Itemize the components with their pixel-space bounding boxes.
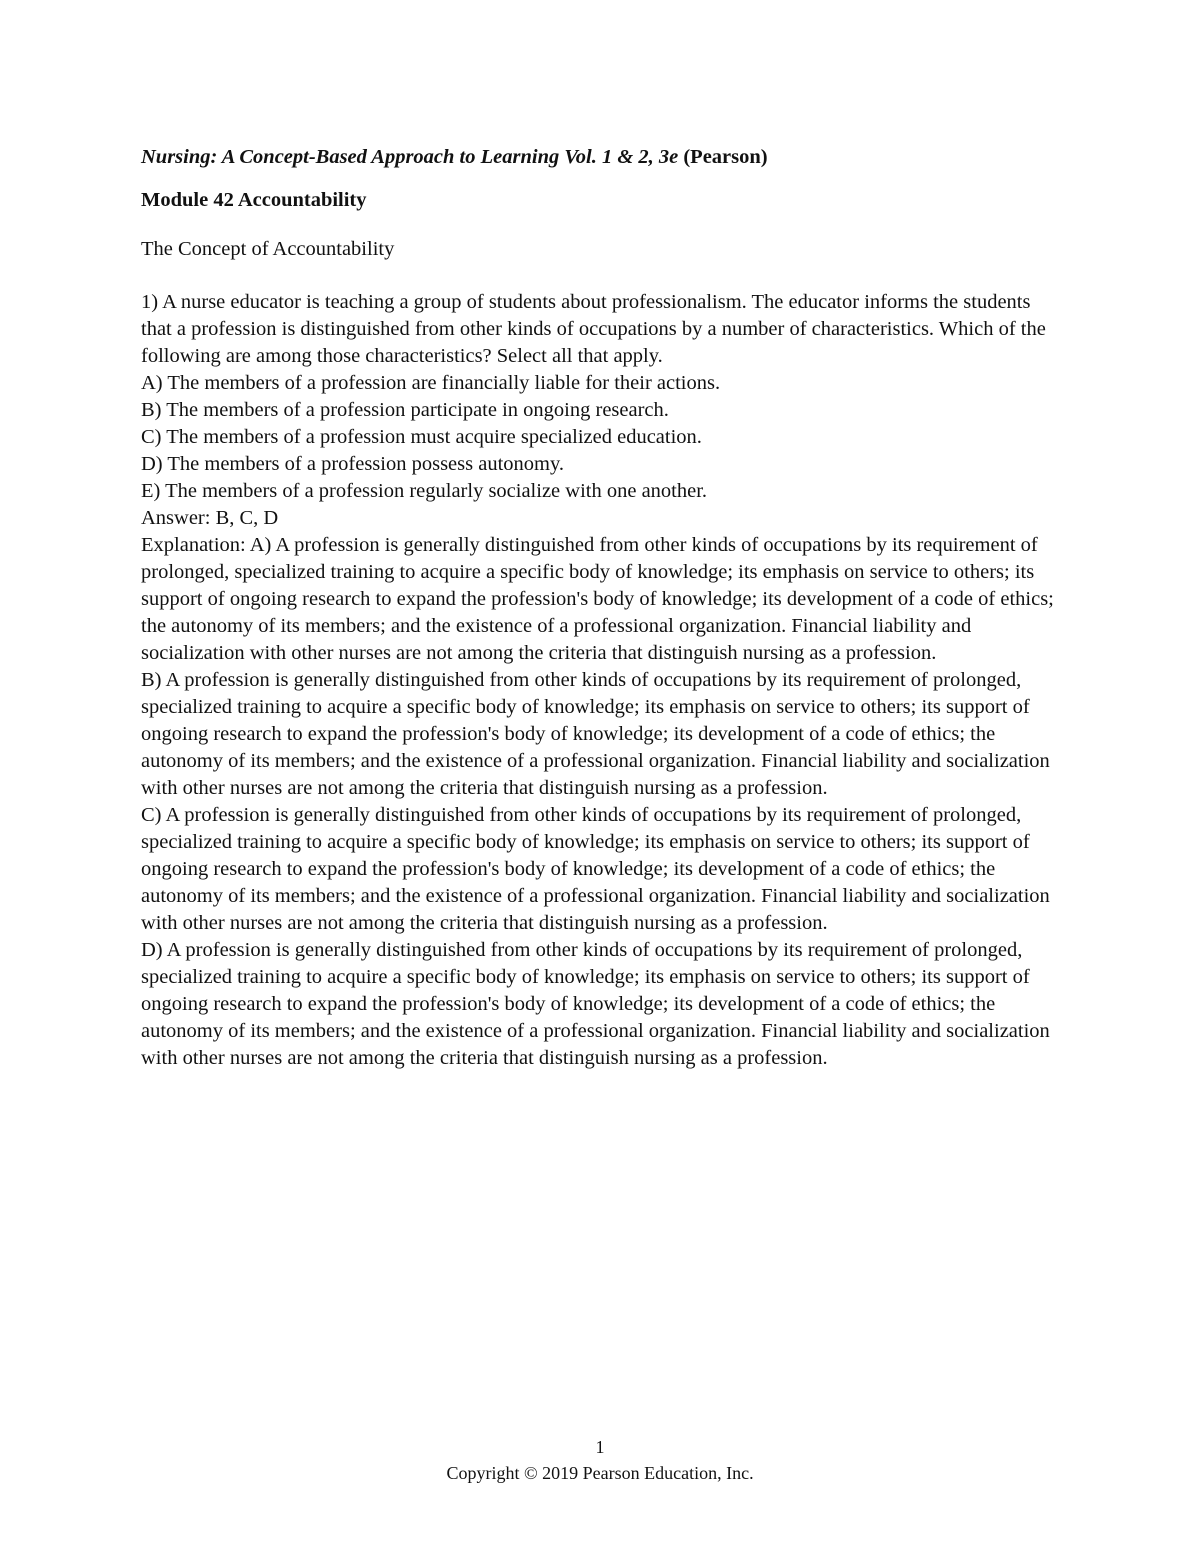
page-number: 1 [595,1437,605,1457]
option-c: C) The members of a profession must acquire specialized education. [141,426,702,448]
book-title [141,141,1061,173]
answer: Answer: B, C, D [141,507,279,529]
option-a: A) The members of a profession are financially liable for their actions. [141,372,721,394]
explanation-b: B) A profession is generally distinguished from other kinds of occupations by its requirement of prolonged, specialized training to acquire a specific body of knowledge; its emphasis on service to others; its support of ongoing research to expand the profession's body of knowledge; its development of a code of ethics; the autonomy of its members; and the existence of a professional organization. Financial liability and socialization with other nurses are not among the criteria that distinguish nursing as a profession. [141,669,1050,799]
explanation-c: C) A profession is generally distinguished from other kinds of occupations by its requirement of prolonged, specialized training to acquire a specific body of knowledge; its emphasis on service to others; its support of ongoing research to expand the profession's body of knowledge; its development of a code of ethics; the autonomy of its members; and the existence of a professional organization. Financial liability and socialization with other nurses are not among the criteria that distinguish nursing as a profession. [141,804,1050,934]
question-block [141,289,1061,1072]
page-content [141,141,1061,1072]
section-title: The Concept of Accountability [141,238,395,260]
option-e: E) The members of a profession regularly socialize with one another. [141,480,708,502]
book-title-italic: Nursing: A Concept-Based Approach to Learning Vol. 1 & 2, 3e [141,146,679,168]
book-title-publisher: (Pearson) [678,146,768,168]
copyright-notice: Copyright © 2019 Pearson Education, Inc. [446,1463,754,1483]
explanation-a: Explanation: A) A profession is generally distinguished from other kinds of occupations by its requirement of prolonged, specialized training to acquire a specific body of knowledge; its emphasis on service to others; its support of ongoing research to expand the profession's body of knowledge; its development of a code of ethics; the autonomy of its members; and the existence of a professional organization. Financial liability and socialization with other nurses are not among the criteria that distinguish nursing as a profession. [141,534,1054,664]
question-stem: 1) A nurse educator is teaching a group of students about professionalism. The educator informs the students that a profession is distinguished from other kinds of occupations by a number of characteristics. Which of the following are among those characteristics? Select all that apply. [141,291,1046,367]
module-title: Module 42 Accountability [141,189,367,211]
option-b: B) The members of a profession participate in ongoing research. [141,399,669,421]
explanation-d: D) A profession is generally distinguished from other kinds of occupations by its requirement of prolonged, specialized training to acquire a specific body of knowledge; its emphasis on service to others; its support of ongoing research to expand the profession's body of knowledge; its development of a code of ethics; the autonomy of its members; and the existence of a professional organization. Financial liability and socialization with other nurses are not among the criteria that distinguish nursing as a profession. [141,939,1050,1069]
option-d: D) The members of a profession possess autonomy. [141,453,565,475]
